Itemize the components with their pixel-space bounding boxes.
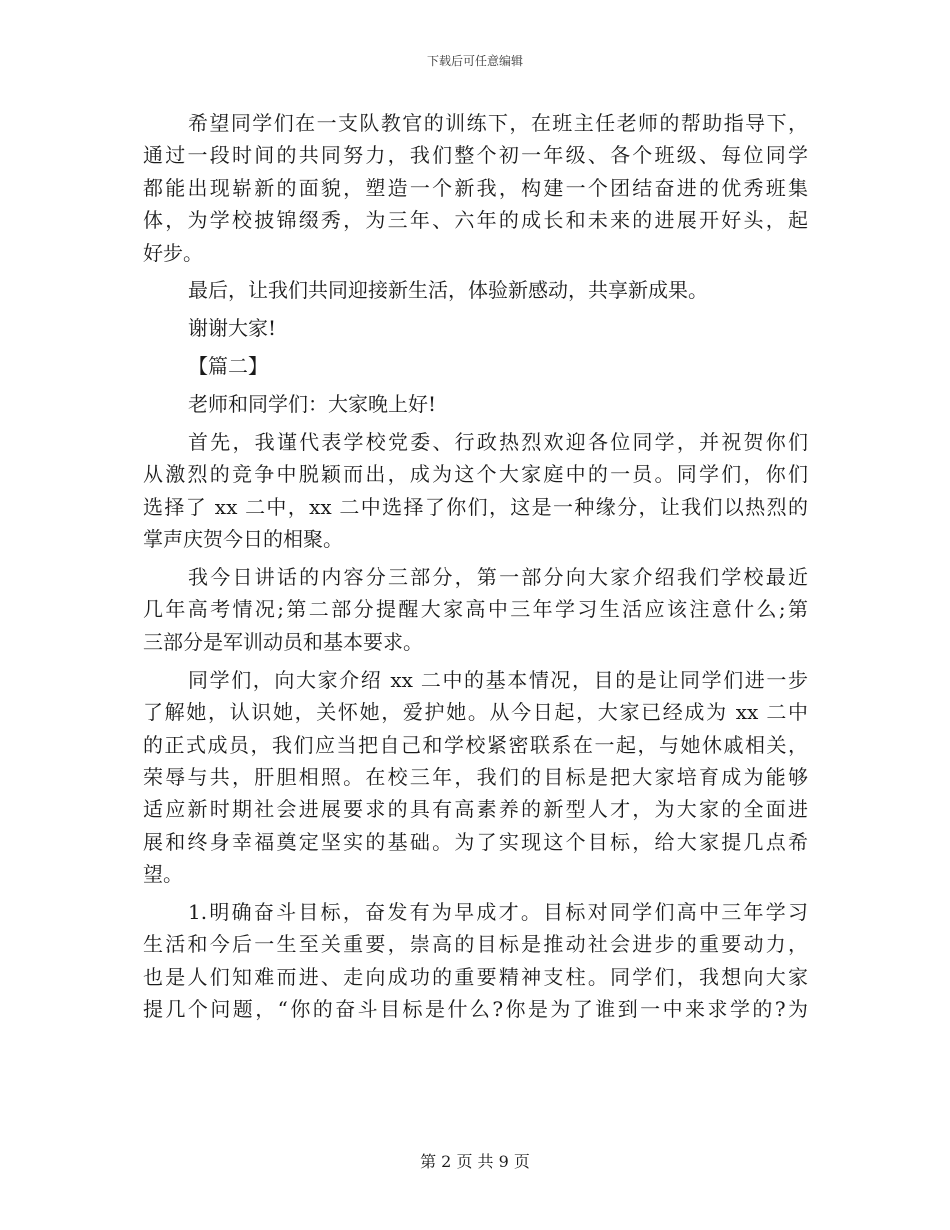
text-line: 适应新时期社会进展要求的具有高素养的新型人才，为大家的全面进 [143,797,808,822]
text-line: 提几个问题，“你的奋斗目标是什么?你是为了谁到一中来求学的?为 [143,997,808,1022]
text-line: 【篇二】 [188,354,268,379]
text-line: 几年高考情况;第二部分提醒大家高中三年学习生活应该注意什么;第 [143,597,808,622]
text-line: 体，为学校披锦缀秀，为三年、六年的成长和未来的进展开好头，起 [143,208,808,233]
text-line: 希望同学们在一支队教官的训练下，在班主任老师的帮助指导下， [188,111,808,135]
document-body [143,107,808,1026]
text-line: 也是人们知难而进、走向成功的重要精神支柱。同学们，我想向大家 [143,964,808,989]
text-line: 的正式成员，我们应当把自己和学校紧密联系在一起，与她休戚相关， [143,732,808,757]
text-line: 生活和今后一生至关重要，崇高的目标是推动社会进步的重要动力， [143,932,808,957]
text-line: 选择了 xx 二中，xx 二中选择了你们，这是一种缘分，让我们以热烈的 [143,494,808,519]
text-line: 谢谢大家! [188,316,277,341]
text-line: 展和终身幸福奠定坚实的基础。为了实现这个目标，给大家提几点希 [143,829,808,854]
text-line: 首先，我谨代表学校党委、行政热烈欢迎各位同学，并祝贺你们 [188,430,808,455]
page-header: 下载后可任意编辑 [426,54,523,68]
text-line: 我今日讲话的内容分三部分，第一部分向大家介绍我们学校最近 [188,565,808,590]
text-line: 都能出现崭新的面貌，塑造一个新我，构建一个团结奋进的优秀班集 [143,175,808,200]
text-line: 了解她，认识她，关怀她，爱护她。从今日起，大家已经成为 xx 二中 [143,700,808,725]
text-line: 通过一段时间的共同努力，我们整个初一年级、各个班级、每位同学 [143,143,808,168]
text-line: 荣辱与共，肝胆相照。在校三年，我们的目标是把大家培育成为能够 [143,764,808,789]
text-line: 从激烈的竞争中脱颖而出，成为这个大家庭中的一员。同学们，你们 [143,462,808,487]
text-line: 好步。 [143,240,203,265]
text-line: 掌声庆贺今日的相聚。 [143,527,343,552]
text-line: 最后，让我们共同迎接新生活，体验新感动，共享新成果。 [188,278,708,303]
text-line: 1.明确奋斗目标，奋发有为早成才。目标对同学们高中三年学习 [188,899,808,924]
text-line: 同学们，向大家介绍 xx 二中的基本情况，目的是让同学们进一步 [188,667,808,692]
text-line: 望。 [143,862,183,887]
page-footer: 第 2 页 共 9 页 [420,1152,530,1171]
text-line: 老师和同学们：大家晚上好! [188,392,437,417]
text-line: 三部分是军训动员和基本要求。 [143,629,423,654]
